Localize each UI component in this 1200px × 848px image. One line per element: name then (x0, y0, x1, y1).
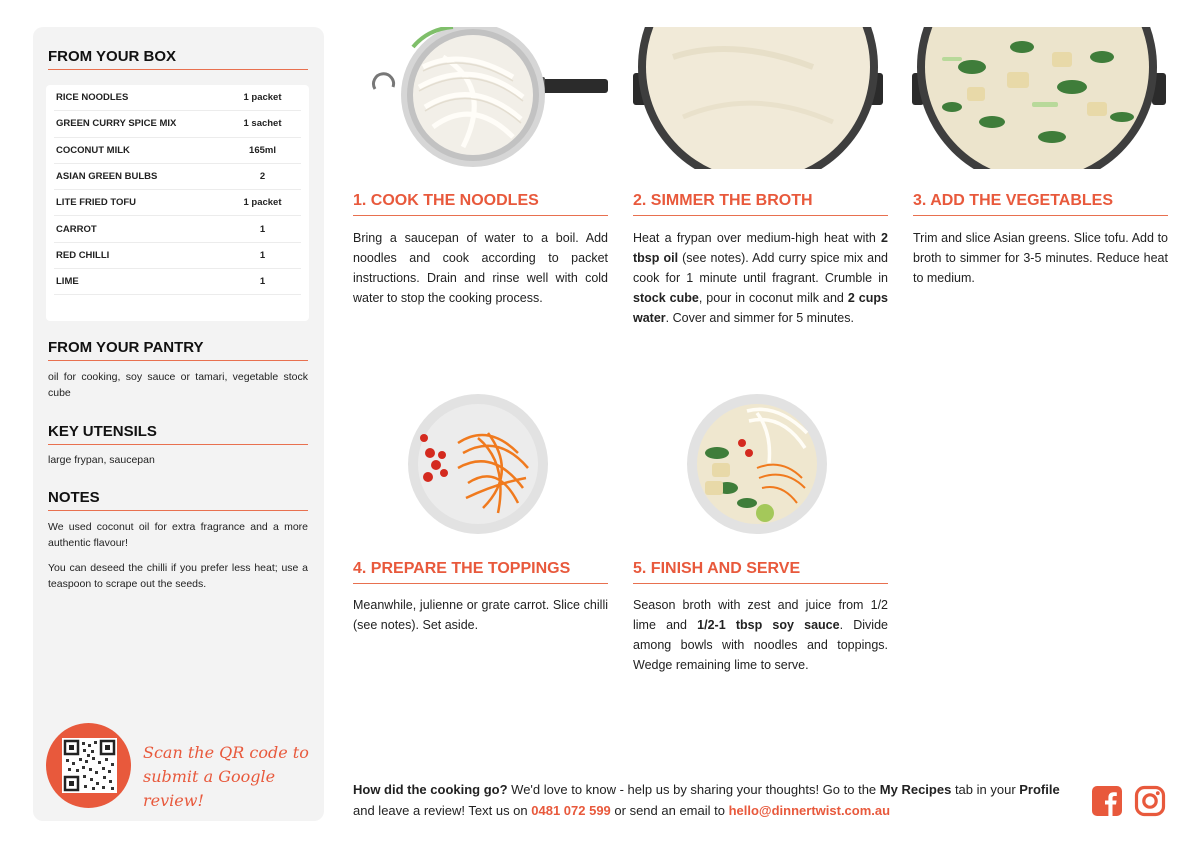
footer-text-segment: My Recipes (879, 782, 952, 797)
notes-paragraph: We used coconut oil for extra fragrance and a more authentic flavour! (48, 521, 308, 549)
footer-text-segment: and leave a review! Text us on (353, 803, 532, 818)
pantry-text: oil for cooking, soy sauce or tamari, vegetable stock cube (48, 371, 308, 399)
ingredient-name: RED CHILLI (56, 249, 110, 261)
facebook-icon[interactable] (1091, 785, 1123, 817)
box-ingredients-table (46, 85, 309, 321)
footer-contact-link[interactable]: hello@dinnertwist.com.au (728, 803, 891, 818)
ingredient-row (54, 111, 301, 137)
step-4-text (353, 595, 608, 635)
box-heading: FROM YOUR BOX (48, 48, 308, 70)
utensils-heading: KEY UTENSILS (48, 423, 308, 445)
ingredient-name: CARROT (56, 223, 97, 235)
ingredient-qty: 1 packet (243, 197, 282, 209)
step-2-text (633, 228, 888, 328)
step-4-title: 4. PREPARE THE TOPPINGS (353, 560, 608, 584)
qr-caption: Scan the QR code to submit a Google review! (143, 743, 309, 810)
ingredient-qty: 1 (259, 276, 266, 288)
step-text-segment: (see notes). Add curry spice mix and cook for 1 minute until fragrant. Crumble in (633, 251, 888, 285)
ingredient-name: LIME (56, 276, 79, 288)
step-3-photo (912, 27, 1167, 169)
sidebar (33, 27, 324, 821)
step-1-text (353, 228, 608, 308)
utensils-text: large frypan, saucepan (48, 454, 155, 466)
qr-code[interactable] (62, 738, 117, 793)
step-text-bold: 2 tbsp oil (633, 231, 888, 265)
step-text-bold: 2 cups water (633, 291, 888, 325)
step-text-bold: stock cube (633, 291, 699, 305)
step-1-photo (353, 27, 608, 169)
ingredient-qty: 1 sachet (243, 118, 282, 130)
ingredient-qty: 1 (259, 249, 266, 261)
pantry-heading: FROM YOUR PANTRY (48, 339, 308, 361)
step-text-segment: Season broth with zest and juice from 1/2 lime and (633, 598, 888, 632)
footer-text-segment: How did the cooking go? (353, 782, 508, 797)
step-text-segment: Trim and slice Asian greens. Slice tofu. Add to broth to simmer for 3-5 minutes. Reduce heat to medium. (913, 231, 1168, 285)
step-5-title: 5. FINISH AND SERVE (633, 560, 888, 584)
ingredient-name: RICE NOODLES (56, 92, 129, 104)
ingredient-row (54, 216, 301, 242)
ingredient-row (54, 138, 301, 164)
step-text-segment: Meanwhile, julienne or grate carrot. Slice chilli (see notes). Set aside. (353, 598, 608, 632)
ingredient-name: GREEN CURRY SPICE MIX (56, 118, 177, 130)
qr-badge[interactable] (46, 723, 131, 808)
step-5-photo (687, 393, 827, 535)
step-text-segment: . Divide among bowls with noodles and toppings. Wedge remaining lime to serve. (633, 618, 888, 672)
footer-text-segment: We'd love to know - help us by sharing your thoughts! Go to the (507, 782, 880, 797)
step-text-segment: Heat a frypan over medium-high heat with (633, 231, 882, 245)
step-2-title: 2. SIMMER THE BROTH (633, 192, 888, 216)
footer-contact-link[interactable]: 0481 072 599 (531, 803, 611, 818)
ingredient-row (54, 243, 301, 269)
step-1-title: 1. COOK THE NOODLES (353, 192, 608, 216)
step-text-bold: 1/2-1 tbsp soy sauce (697, 618, 840, 632)
step-4-photo (408, 393, 548, 535)
ingredient-row (54, 85, 301, 111)
ingredient-name: COCONUT MILK (56, 144, 130, 156)
ingredient-row (54, 190, 301, 216)
ingredient-qty: 1 (259, 223, 266, 235)
ingredient-qty: 2 (259, 171, 266, 183)
footer-text-segment: Profile (1019, 782, 1060, 797)
footer-text-segment: tab in your (951, 782, 1020, 797)
step-2-photo (633, 27, 888, 169)
ingredient-row (54, 269, 301, 295)
ingredient-qty: 1 packet (243, 92, 282, 104)
footer-text-segment: or send an email to (610, 803, 729, 818)
step-5-text (633, 595, 888, 675)
step-3-title: 3. ADD THE VEGETABLES (913, 192, 1168, 216)
ingredient-qty: 165ml (249, 144, 276, 156)
step-text-segment: Bring a saucepan of water to a boil. Add noodles and cook according to packet instructions. Drain and rinse well with cold water to stop the cooking process. (353, 231, 608, 305)
step-text-segment: , pour in coconut milk and (698, 291, 848, 305)
ingredient-name: ASIAN GREEN BULBS (56, 171, 158, 183)
ingredient-row (54, 164, 301, 190)
ingredient-name: LITE FRIED TOFU (56, 197, 137, 209)
feedback-footer (353, 779, 1073, 821)
step-3-text (913, 228, 1168, 288)
notes-paragraph: You can deseed the chilli if you prefer less heat; use a teaspoon to scrape out the seeds. (48, 562, 308, 590)
instagram-icon[interactable] (1134, 785, 1166, 817)
step-text-segment: . Cover and simmer for 5 minutes. (665, 311, 854, 325)
notes-heading: NOTES (48, 489, 308, 511)
